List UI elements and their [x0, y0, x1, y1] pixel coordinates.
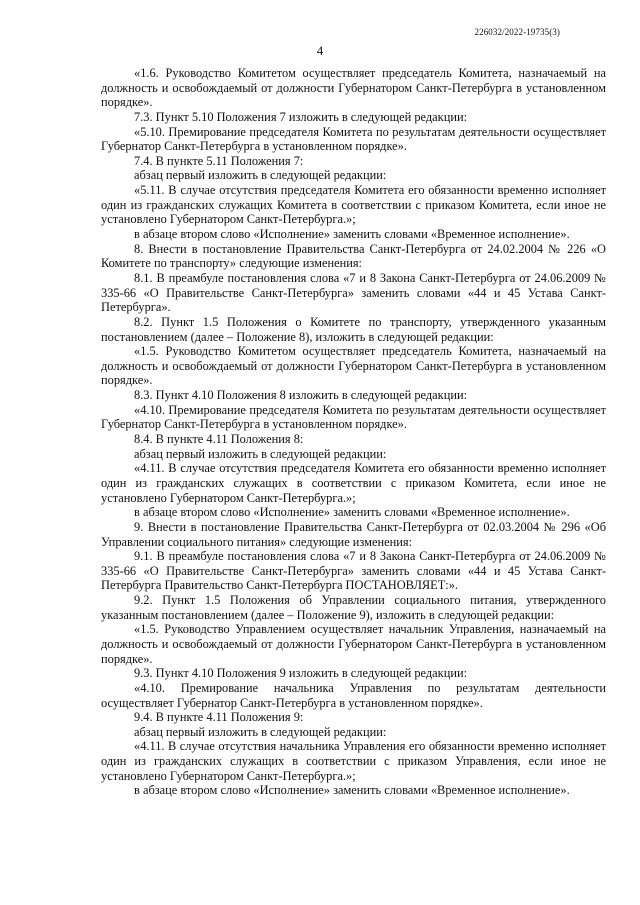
- page-number: 4: [316, 43, 324, 58]
- paragraph: «1.5. Руководство Комитетом осуществляет председатель Комитета, назначаемый на должность и освобождаемый от должности Губернатором Санкт-Петербурга в установленном порядке».: [101, 344, 606, 388]
- paragraph: 8.3. Пункт 4.10 Положения 8 изложить в следующей редакции:: [134, 388, 468, 403]
- paragraph: 9.3. Пункт 4.10 Положения 9 изложить в следующей редакции:: [134, 666, 468, 681]
- paragraph: 7.4. В пункте 5.11 Положения 7:: [134, 153, 304, 168]
- document-body: [101, 66, 606, 798]
- paragraph: «4.10. Премирование начальника Управления по результатам деятельности осуществляет Губернатор Санкт-Петербурга в установленном порядке».: [101, 680, 606, 710]
- document-number: 226032/2022-19735(3): [474, 27, 560, 37]
- paragraph: «1.6. Руководство Комитетом осуществляет председатель Комитета, назначаемый на должность и освобождаемый от должности Губернатором Санкт-Петербурга в установленном порядке».: [101, 66, 606, 110]
- paragraph: 9.2. Пункт 1.5 Положения об Управлении социального питания, утвержденного указанным постановлением (далее – Положение 9), изложить в следующей редакции:: [101, 593, 606, 622]
- paragraph: 8.4. В пункте 4.11 Положения 8:: [134, 432, 304, 447]
- paragraph: «4.10. Премирование председателя Комитета по результатам деятельности осуществляет Губернатор Санкт-Петербурга в установленном порядке».: [101, 402, 606, 432]
- paragraph: в абзаце втором слово «Исполнение» заменить словами «Временное исполнение».: [134, 783, 570, 798]
- paragraph: в абзаце втором слово «Исполнение» заменить словами «Временное исполнение».: [134, 227, 570, 242]
- paragraph: абзац первый изложить в следующей редакции:: [134, 446, 387, 461]
- paragraph: абзац первый изложить в следующей редакции:: [134, 168, 387, 183]
- paragraph: 7.3. Пункт 5.10 Положения 7 изложить в следующей редакции:: [134, 109, 468, 124]
- paragraph: «4.11. В случае отсутствия председателя Комитета его обязанности временно исполняет один из гражданских служащих в соответствии с приказом Комитета, если иное не установлено Губернатором Санкт-Петербурга.»;: [101, 461, 606, 505]
- paragraph: 8. Внести в постановление Правительства Санкт-Петербурга от 24.02.2004 № 226 «О Комитете по транспорту» следующие изменения:: [101, 241, 606, 271]
- paragraph: 9. Внести в постановление Правительства Санкт-Петербурга от 02.03.2004 № 296 «Об Управлении социального питания» следующие изменения:: [101, 519, 606, 549]
- paragraph: в абзаце втором слово «Исполнение» заменить словами «Временное исполнение».: [134, 505, 570, 520]
- paragraph: «5.10. Премирование председателя Комитета по результатам деятельности осуществляет Губернатор Санкт-Петербурга в установленном порядке».: [101, 124, 606, 154]
- paragraph: «4.11. В случае отсутствия начальника Управления его обязанности временно исполняет один из гражданских служащих в соответствии с приказом Управления, если иное не установлено Губернатором Санкт-Петербурга.»;: [101, 739, 606, 783]
- paragraph: 9.1. В преамбуле постановления слова «7 и 8 Закона Санкт-Петербурга от 24.06.2009 № 335-66 «О Правительстве Санкт-Петербурга» заменить словами «44 и 45 Устава Санкт-Петербурга Правительство Санкт-Петербурга ПОСТАНОВЛЯЕТ:».: [101, 549, 606, 593]
- paragraph: абзац первый изложить в следующей редакции:: [134, 724, 387, 739]
- paragraph: «5.11. В случае отсутствия председателя Комитета его обязанности временно исполняет один из гражданских служащих Комитета в соответствии с приказом Комитета, если иное не установлено Губернатором Санкт-Петербурга.»;: [101, 183, 606, 227]
- paragraph: «1.5. Руководство Управлением осуществляет начальник Управления, назначаемый на должность и освобождаемый от должности Губернатором Санкт-Петербурга в установленном порядке».: [101, 622, 606, 666]
- paragraph: 8.2. Пункт 1.5 Положения о Комитете по транспорту, утвержденного указанным постановлением (далее – Положение 8), изложить в следующей редакции:: [101, 314, 606, 344]
- paragraph: 9.4. В пункте 4.11 Положения 9:: [134, 710, 304, 725]
- paragraph: 8.1. В преамбуле постановления слова «7 и 8 Закона Санкт-Петербурга от 24.06.2009 № 335-66 «О Правительстве Санкт-Петербурга» заменить словами «44 и 45 Устава Санкт-Петербурга».: [101, 270, 606, 315]
